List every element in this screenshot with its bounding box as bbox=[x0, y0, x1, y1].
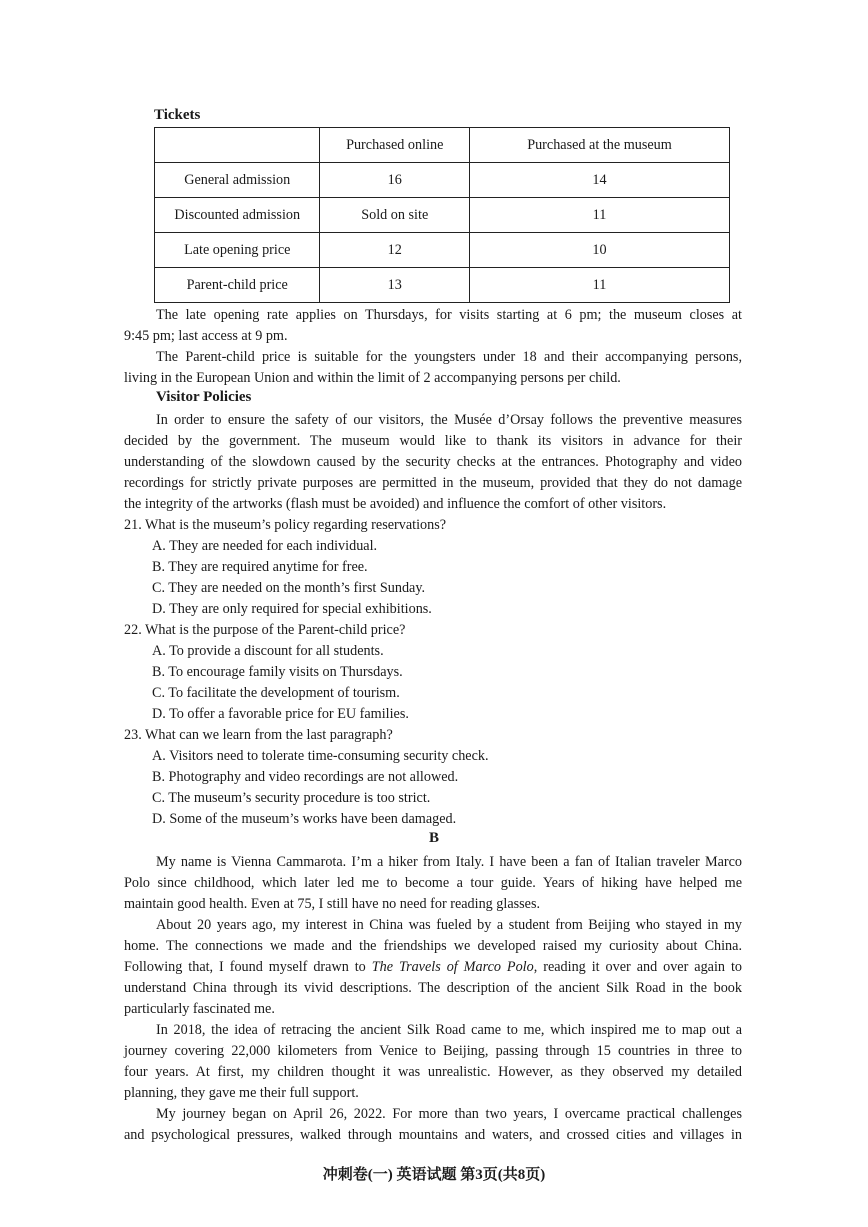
answer-option: C. To facilitate the development of tourism. bbox=[152, 685, 400, 701]
note-line: living in the European Union and within the limit of 2 accompanying persons per child. bbox=[124, 370, 621, 386]
note-line: 9:45 pm; last access at 9 pm. bbox=[124, 328, 288, 344]
policy-line: recordings for strictly private purposes are permitted in the museum, provided that they do not damage bbox=[124, 475, 742, 491]
passage-line: particularly fascinated me. bbox=[124, 1001, 275, 1017]
table-cell: 16 bbox=[320, 163, 470, 198]
table-header-cell bbox=[155, 128, 320, 163]
answer-option: B. They are required anytime for free. bbox=[152, 559, 368, 575]
answer-option: B. To encourage family visits on Thursdays. bbox=[152, 664, 403, 680]
passage-text: , reading it over and over again to bbox=[533, 959, 742, 975]
passage-line: planning, they gave me their full support. bbox=[124, 1085, 359, 1101]
table-row bbox=[155, 268, 730, 303]
table-header-cell: Purchased at the museum bbox=[470, 128, 730, 163]
policy-line: understanding of the slowdown caused by the security checks at the entrances. Photography and video bbox=[124, 454, 742, 470]
answer-option: D. To offer a favorable price for EU families. bbox=[152, 706, 409, 722]
table-cell: 10 bbox=[470, 233, 730, 268]
passage-line: About 20 years ago, my interest in China was fueled by a student from Beijing who stayed in my bbox=[156, 917, 742, 933]
passage-line: My name is Vienna Cammarota. I’m a hiker from Italy. I have been a fan of Italian traveler Marco bbox=[156, 854, 742, 870]
passage-line: maintain good health. Even at 75, I still have no need for reading glasses. bbox=[124, 896, 541, 912]
question-stem: 22. What is the purpose of the Parent-child price? bbox=[124, 622, 406, 638]
table-cell: 11 bbox=[470, 198, 730, 233]
passage-line: My journey began on April 26, 2022. For more than two years, I overcame practical challenges bbox=[156, 1106, 742, 1122]
section-b-label: B bbox=[428, 830, 439, 846]
answer-option: A. Visitors need to tolerate time-consuming security check. bbox=[152, 748, 489, 764]
table-cell: General admission bbox=[155, 163, 320, 198]
answer-option: A. To provide a discount for all students. bbox=[152, 643, 384, 659]
note-line: The late opening rate applies on Thursdays, for visits starting at 6 pm; the museum closes at bbox=[156, 307, 742, 323]
visitor-policies-heading: Visitor Policies bbox=[156, 389, 252, 405]
passage-line bbox=[124, 957, 742, 978]
table-cell: Parent-child price bbox=[155, 268, 320, 303]
policy-line: In order to ensure the safety of our visitors, the Musée d’Orsay follows the preventive measures bbox=[156, 412, 742, 428]
answer-option: A. They are needed for each individual. bbox=[152, 538, 378, 554]
answer-option: D. They are only required for special exhibitions. bbox=[152, 601, 432, 617]
passage-line: journey covering 22,000 kilometers from Venice to Beijing, passing through 15 countries in three to bbox=[124, 1043, 742, 1059]
table-cell: 13 bbox=[320, 268, 470, 303]
tickets-heading: Tickets bbox=[154, 107, 201, 123]
question-stem: 21. What is the museum’s policy regarding reservations? bbox=[124, 517, 447, 533]
passage-line: home. The connections we made and the friendships we developed raised my curiosity about China. bbox=[124, 938, 742, 954]
answer-option: D. Some of the museum’s works have been damaged. bbox=[152, 811, 457, 827]
answer-option: B. Photography and video recordings are not allowed. bbox=[152, 769, 459, 785]
tickets-table bbox=[154, 127, 730, 303]
book-title: The Travels of Marco Polo bbox=[371, 959, 534, 975]
table-cell: 14 bbox=[470, 163, 730, 198]
answer-option: C. The museum’s security procedure is too strict. bbox=[152, 790, 431, 806]
passage-line: Polo since childhood, which later led me to become a tour guide. Years of hiking have helped me bbox=[124, 875, 742, 891]
policy-line: decided by the government. The museum would like to thank its visitors in advance for their bbox=[124, 433, 742, 449]
page-footer: 冲刺卷(一) 英语试题 第3页(共8页) bbox=[322, 1167, 546, 1183]
table-row bbox=[155, 163, 730, 198]
policy-line: the integrity of the artworks (flash must be avoided) and influence the comfort of other visitors. bbox=[124, 496, 667, 512]
passage-line: In 2018, the idea of retracing the ancient Silk Road came to me, which inspired me to map out a bbox=[156, 1022, 742, 1038]
passage-line: four years. At first, my children thought it was unrealistic. However, as they observed my detailed bbox=[124, 1064, 742, 1080]
note-line: The Parent-child price is suitable for the youngsters under 18 and their accompanying persons, bbox=[156, 349, 742, 365]
table-row bbox=[155, 233, 730, 268]
table-cell: Late opening price bbox=[155, 233, 320, 268]
table-header-row bbox=[155, 128, 730, 163]
question-stem: 23. What can we learn from the last paragraph? bbox=[124, 727, 393, 743]
table-header-cell: Purchased online bbox=[320, 128, 470, 163]
passage-line: understand China through its vivid descriptions. The description of the ancient Silk Road in the book bbox=[124, 980, 742, 996]
table-row bbox=[155, 198, 730, 233]
passage-line: and psychological pressures, walked through mountains and waters, and crossed cities and villages in bbox=[124, 1127, 742, 1143]
table-cell: Discounted admission bbox=[155, 198, 320, 233]
answer-option: C. They are needed on the month’s first Sunday. bbox=[152, 580, 426, 596]
passage-text: Following that, I found myself drawn to bbox=[124, 959, 372, 975]
table-cell: 12 bbox=[320, 233, 470, 268]
table-cell: 11 bbox=[470, 268, 730, 303]
table-cell: Sold on site bbox=[320, 198, 470, 233]
